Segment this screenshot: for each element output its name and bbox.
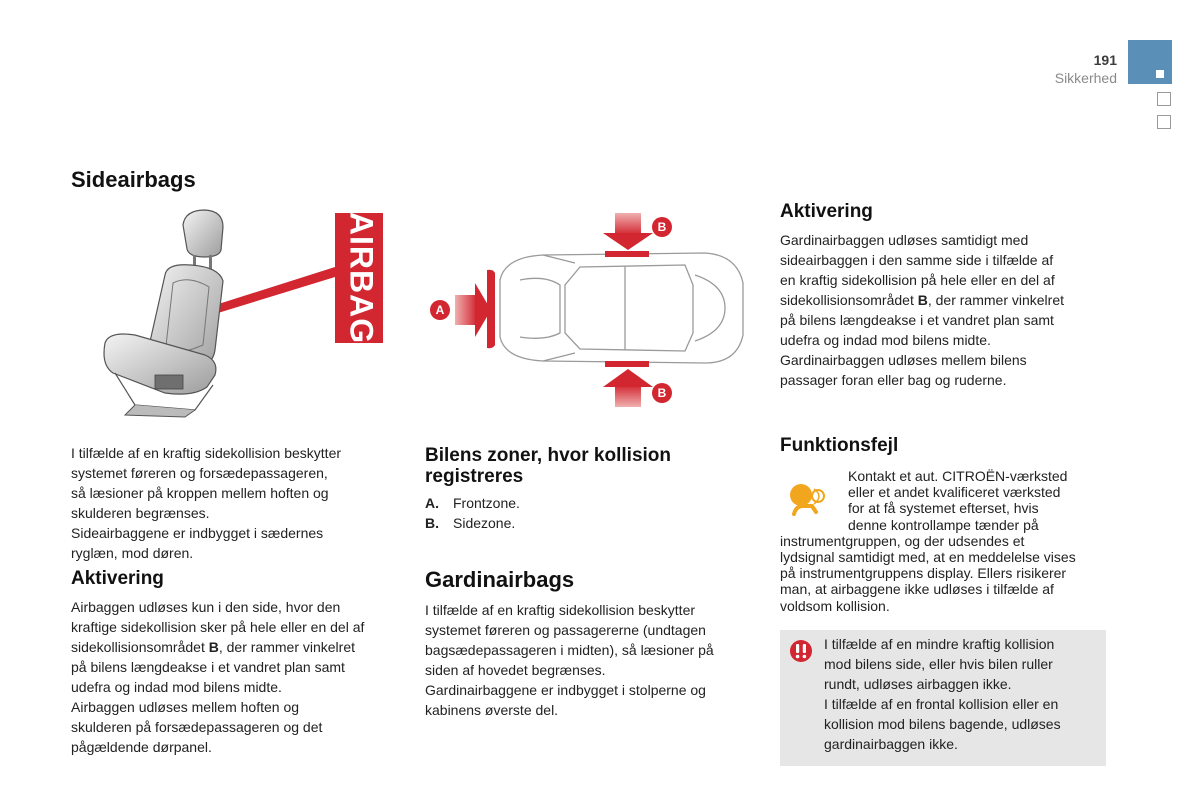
funk-line: på instrumentgruppens display. Ellers risikerer [780,565,1067,582]
activation-line: sidekollisionsområdet B, der rammer vinkelret [780,292,1065,308]
list-item: A. Frontzone. [425,495,520,511]
funk-line: denne kontrollampe tænder på [848,516,1039,533]
intro-line: systemet føreren og forsædepassageren, [71,465,328,481]
intro-line: I tilfælde af en kraftig sidekollision beskytter [71,445,342,461]
note-line: I tilfælde af en mindre kraftig kollision [824,636,1055,652]
zone-a-arrow [455,283,491,337]
activation-line: sidekollisionsområdet B, der rammer vinkelret [71,639,356,655]
activation-line: sideairbaggen i den samme side i tilfælde af [780,252,1054,268]
page-marker-box [1157,115,1171,129]
note-line: I tilfælde af en frontal kollision eller en [824,696,1059,712]
zone-b-marker-bottom [605,361,649,367]
intro-line: så læsioner på kroppen mellem hoften og [71,485,329,501]
zone-a-label: A [435,303,445,318]
activation-line: udefra og indad mod bilens midte. [780,332,991,348]
funk-line: for at få systemet efterset, hvis [848,500,1039,517]
note-line: rundt, udløses airbaggen ikke. [824,676,1012,692]
gardinairbags-heading: Gardinairbags [425,567,575,592]
side-activation-heading: Aktivering [71,568,164,589]
activation-line: en kraftig sidekollision på hele eller en del af [780,272,1055,288]
gardin-line: siden af hovedet begrænses. [425,662,606,678]
tab-marker [1156,70,1164,78]
zone-b-marker-top [605,251,649,257]
funk-line: lydsignal samtidigt med, at en meddelelse vises [780,549,1076,566]
funk-line: voldsom kollision. [780,597,890,614]
sideairbags-intro [71,443,411,563]
funk-line: Kontakt et aut. CITROËN-værksted [848,468,1068,484]
zone-b-label-top: B [657,220,667,235]
activation-line: kraftige sidekollision sker på hele eller en del af [71,619,365,635]
exclamation-warning-icon [790,640,812,662]
note-line: mod bilens side, eller hvis bilen ruller [824,656,1053,672]
funk-line: man, at airbaggene ikke udløses i tilfælde af [780,581,1054,598]
zones-heading: Bilens zoner, hvor kollision registreres [425,445,671,487]
funktionsfejl-text [780,468,1110,614]
gardin-line: Gardinairbaggene er indbygget i stolperne og [425,682,706,698]
zone-b-ref: B [208,639,219,655]
airbag-label: AIRBAG [343,211,380,345]
zone-b-label-bottom: B [657,386,667,401]
activation-line: Airbaggen udløses kun i den side, hvor den [71,599,341,615]
zone-b-ref: B [917,292,928,308]
zones-list [425,493,520,533]
intro-line: skulderen begrænses. [71,505,210,521]
funk-line: eller et andet kvalificeret værksted [848,484,1061,501]
section-title: Sikkerhed [1054,70,1117,86]
activation-line: Gardinairbaggen udløses mellem bilens [780,352,1027,368]
curtain-activation-heading: Aktivering [780,201,873,222]
intro-line: Sideairbaggene er indbygget i sædernes [71,525,324,541]
activation-line: skulderen på forsædepassageren og det [71,719,323,735]
warning-note-text [824,634,1100,754]
zone-b-arrow-bottom [603,369,653,407]
activation-line: udefra og indad mod bilens midte. [71,679,282,695]
funk-line: instrumentgruppen, og der udsendes et [780,532,1025,549]
gardin-line: systemet føreren og passagererne (undtagen [425,622,706,638]
chapter-tab [1128,40,1172,84]
note-line: kollision mod bilens bagende, udløses [824,716,1061,732]
gardin-line: I tilfælde af en kraftig sidekollision beskytter [425,602,696,618]
activation-line: passager foran eller bag og ruderne. [780,372,1007,388]
curtain-activation-text [780,230,1120,390]
activation-line: på bilens længdeakse i et vandret plan samt [71,659,345,675]
car-outline [500,253,743,363]
page-title: Sideairbags [71,167,196,192]
activation-line: Airbaggen udløses mellem hoften og [71,699,300,715]
seat-airbag-illustration [95,205,395,420]
intro-line: ryglæn, mod døren. [71,545,194,561]
activation-line: Gardinairbaggen udløses samtidigt med [780,232,1029,248]
gardin-line: kabinens øverste del. [425,702,559,718]
warning-note-box [780,630,1106,766]
page-marker-box [1157,92,1171,106]
list-item: B. Sidezone. [425,515,516,531]
gardin-line: bagsædepassageren i midten), så læsioner på [425,642,714,658]
activation-line: på bilens længdeakse i et vandret plan samt [780,312,1054,328]
car-zones-diagram [425,205,765,420]
funktionsfejl-heading: Funktionsfejl [780,435,899,456]
side-activation-text [71,597,411,757]
activation-line: pågældende dørpanel. [71,739,212,755]
zone-b-arrow-top [603,213,653,250]
page-number: 191 [1093,52,1117,68]
gardinairbags-text [425,600,765,720]
note-line: gardinairbaggen ikke. [824,736,958,752]
